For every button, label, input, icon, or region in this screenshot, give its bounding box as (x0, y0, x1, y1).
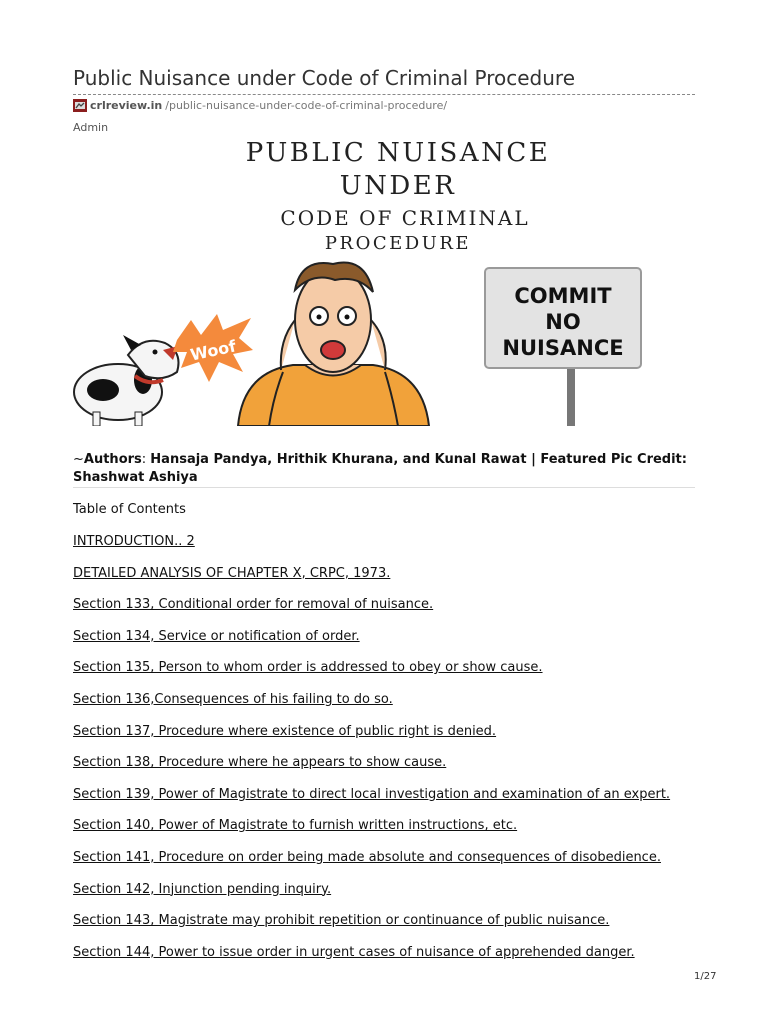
toc-item (73, 724, 670, 756)
credit-prefix: ~ (73, 452, 84, 467)
page-title: Public Nuisance under Code of Criminal Procedure (73, 66, 575, 90)
hero-title-line3: CODE OF CRIMINAL (280, 206, 530, 230)
sign-line1: COMMIT (514, 284, 612, 308)
toc-item (73, 534, 670, 566)
toc-item (73, 787, 670, 819)
toc-link-section-133[interactable]: Section 133, Conditional order for removal of nuisance. (73, 597, 434, 613)
no-nuisance-sign (485, 268, 641, 426)
toc-item (73, 566, 670, 598)
title-divider (73, 94, 695, 95)
toc-link-section-140[interactable]: Section 140, Power of Magistrate to furnish written instructions, etc. (73, 818, 518, 834)
woof-text: Woof (188, 336, 238, 365)
author-name: Admin (73, 121, 109, 134)
man-illustration (238, 263, 429, 426)
toc-item (73, 660, 670, 692)
toc-item (73, 755, 670, 787)
featured-image (73, 140, 695, 426)
toc-link-section-142[interactable]: Section 142, Injunction pending inquiry. (73, 881, 332, 897)
source-domain-link[interactable]: crlreview.in (90, 99, 163, 112)
toc-link-section-144[interactable]: Section 144, Power to issue order in urgent cases of nuisance of apprehended danger. (73, 944, 635, 960)
toc-item (73, 629, 670, 661)
toc-item (73, 818, 670, 850)
table-of-contents (73, 534, 670, 976)
source-line (73, 99, 447, 112)
hero-title-line1: PUBLIC NUISANCE (245, 140, 551, 168)
toc-item (73, 692, 670, 724)
authors-label: Authors (83, 452, 142, 467)
toc-item (73, 850, 670, 882)
page-number: 1/27 (694, 971, 717, 982)
hero-title-line4: PROCEDURE (324, 233, 472, 254)
toc-item (73, 913, 670, 945)
toc-link-section-137[interactable]: Section 137, Procedure where existence of public right is denied. (73, 723, 497, 739)
toc-link-introduction[interactable]: INTRODUCTION.. 2 (73, 534, 195, 549)
toc-link-section-138[interactable]: Section 138, Procedure where he appears to show cause. (73, 755, 447, 771)
sign-line3: NUISANCE (502, 336, 624, 360)
toc-item (73, 882, 670, 914)
toc-item (73, 945, 670, 977)
sign-line2: NO (545, 310, 581, 334)
source-path-link[interactable]: /public-nuisance-under-code-of-criminal-procedure/ (165, 99, 448, 112)
toc-link-section-134[interactable]: Section 134, Service or notification of order. (73, 628, 360, 644)
authors-text: Hansaja Pandya, Hrithik Khurana, and Kunal Rawat | Featured Pic Credit: Shashwat Ashiya (73, 452, 687, 485)
toc-heading: Table of Contents (73, 502, 186, 517)
authors-credit (73, 451, 695, 487)
toc-link-section-143[interactable]: Section 143, Magistrate may prohibit repetition or continuance of public nuisance. (73, 913, 610, 929)
toc-link-section-136[interactable]: Section 136,Consequences of his failing to do so. (73, 691, 393, 707)
hero-title-line2: UNDER (339, 171, 457, 201)
toc-link-section-135[interactable]: Section 135, Person to whom order is addressed to obey or show cause. (73, 660, 543, 676)
credit-colon: : (141, 452, 151, 467)
section-divider (73, 487, 695, 488)
toc-link-section-141[interactable]: Section 141, Procedure on order being made absolute and consequences of disobedience. (73, 849, 661, 865)
toc-link-detailed-analysis[interactable]: DETAILED ANALYSIS OF CHAPTER X, CRPC, 1973. (73, 565, 391, 581)
toc-link-section-139[interactable]: Section 139, Power of Magistrate to direct local investigation and examination of an expert. (73, 786, 671, 802)
toc-item (73, 597, 670, 629)
dog-illustration (74, 335, 179, 426)
woof-burst-icon (173, 314, 253, 382)
site-favicon-icon (73, 99, 87, 112)
